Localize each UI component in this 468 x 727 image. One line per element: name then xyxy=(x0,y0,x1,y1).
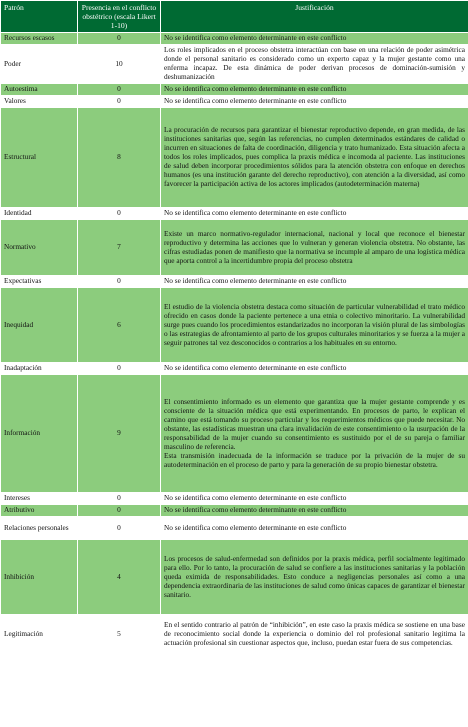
table-row xyxy=(1,540,468,615)
pattern-name: Información xyxy=(1,375,78,493)
justification-cell xyxy=(161,505,468,517)
justification-text: Los roles implicados en el proceso obstetra interactúan con base en una relación de poder asimétrica donde el personal sanitario es considerado como un experto capaz y la mujer gestante como una enferma incapaz. De esta dinámica de poder derivan procesos de dominación-sumisión y deshumanización xyxy=(164,45,465,82)
header-justificacion: Justificación xyxy=(161,1,468,33)
pattern-name: Inequidad xyxy=(1,288,78,363)
justification-cell xyxy=(161,45,468,84)
table-row xyxy=(1,84,468,96)
justification-cell xyxy=(161,363,468,375)
likert-score: 0 xyxy=(78,493,161,505)
table-row xyxy=(1,108,468,208)
pattern-name: Expectativas xyxy=(1,276,78,288)
likert-score: 0 xyxy=(78,276,161,288)
justification-text: La procuración de recursos para garantizar el bienestar reproductivo depende, en gran medida, de las instituciones sanitarias que, según las referencias, no cumplen determinados estándares de calidad o incurren en situaciones de falta de coordinación, diligencia y trato humanizado. Esta situación afecta a todos los roles implicados, pues complica la praxis médica e incomoda al paciente. Las instituciones de salud deben incorporar procedimientos sólidos para la atención obstetra con enfoque en derechos humanos (es una institución garante del derecho reproductivo), con atención a la diversidad, así como favorecer la participación activa de los actores implicados (autodeterminación materna) xyxy=(164,125,465,189)
pattern-name: Identidad xyxy=(1,208,78,220)
justification-text: Existe un marco normativo-regulador internacional, nacional y local que reconoce el bienestar reproductivo y determina las acciones que lo vulneran y generan violencia obstetra. No obstante, las cifras estudiadas ponen de manifiesto que la normativa se incumple al amparo de una logística médica que aporta control a la incertidumbre propia del proceso obstetra xyxy=(164,228,465,265)
justification-text: No se identifica como elemento determinante en este conflicto xyxy=(164,363,347,373)
pattern-name: Normativo xyxy=(1,220,78,276)
table-row xyxy=(1,220,468,276)
likert-score: 5 xyxy=(78,615,161,655)
table-row xyxy=(1,493,468,505)
justification-text: El estudio de la violencia obstetra destaca como situación de particular vulnerabilidad el trato médico ofrecido en casos donde la paciente pertenece a una etnia o colectivo minoritario. La vulnerabilidad surge pues cuando los procedimientos estandarizados no incorporan la visión plural de las simbologías o las estrategias de afrontamiento al parto de los grupos culturales minoritarios y se fuerza a la mujer a seguir patrones tal vez desconocidos o contrarios a los habituales en su entorno. xyxy=(164,301,465,347)
table-row xyxy=(1,96,468,108)
header-presencia: Presencia en el conflicto obstétrico (escala Likert 1-10) xyxy=(78,1,161,33)
likert-score: 0 xyxy=(78,208,161,220)
justification-text: No se identifica como elemento determinante en este conflicto xyxy=(164,493,347,503)
pattern-name: Autoestima xyxy=(1,84,78,96)
justification-text: No se identifica como elemento determinante en este conflicto xyxy=(164,276,347,286)
justification-cell xyxy=(161,276,468,288)
pattern-name: Relaciones personales xyxy=(1,517,78,540)
justification-cell xyxy=(161,540,468,615)
justification-text: No se identifica como elemento determinante en este conflicto xyxy=(164,505,347,515)
table-row xyxy=(1,363,468,375)
likert-score: 10 xyxy=(78,45,161,84)
justification-cell xyxy=(161,493,468,505)
pattern-name: Legitimación xyxy=(1,615,78,655)
justification-extra-text: Esta transmisión inadecuada de la información se traduce por la privación de la mujer de su autodeterminación en el proceso de parto y para la generación de su propio bienestar obstetra. xyxy=(164,450,465,469)
pattern-name: Estructural xyxy=(1,108,78,208)
pattern-name: Recursos escasos xyxy=(1,33,78,45)
justification-cell xyxy=(161,208,468,220)
justification-cell xyxy=(161,615,468,655)
justification-cell xyxy=(161,517,468,540)
likert-score: 0 xyxy=(78,96,161,108)
pattern-name: Intereses xyxy=(1,493,78,505)
likert-score: 8 xyxy=(78,108,161,208)
pattern-name: Atributivo xyxy=(1,505,78,517)
justification-cell xyxy=(161,220,468,276)
table-body xyxy=(1,33,468,655)
justification-cell xyxy=(161,96,468,108)
justification-text: Los procesos de salud-enfermedad son definidos por la praxis médica, perfil socialmente legitimado para ello. Por lo tanto, la procuración de salud se confiere a las instituciones sanitarias y la población queda eximida de responsabilidades. Esto conduce a negligencias personales así como a una dependencia extraordinaria de las instituciones de salud como únicas capaces de garantizar el bienestar sanitario. xyxy=(164,553,465,599)
table-row xyxy=(1,517,468,540)
pattern-name: Inadaptación xyxy=(1,363,78,375)
likert-score: 0 xyxy=(78,84,161,96)
pattern-name: Inhibición xyxy=(1,540,78,615)
justification-text: No se identifica como elemento determinante en este conflicto xyxy=(164,522,347,532)
table-row xyxy=(1,45,468,84)
table-row xyxy=(1,276,468,288)
likert-score: 0 xyxy=(78,505,161,517)
likert-score: 4 xyxy=(78,540,161,615)
justification-text: En el sentido contrario al patrón de “inhibición”, en este caso la praxis médica se sostiene en una base de reconocimiento social donde la experiencia o dominio del rol profesional sanitario legitima la actuación profesional sin cuestionar aspectos que, incluso, puedan estar fuera de sus competencias. xyxy=(164,620,465,648)
table-header xyxy=(1,1,468,33)
likert-score: 0 xyxy=(78,517,161,540)
header-patron: Patrón xyxy=(1,1,78,33)
pattern-name: Poder xyxy=(1,45,78,84)
justification-text: No se identifica como elemento determinante en este conflicto xyxy=(164,208,347,218)
justification-text: No se identifica como elemento determinante en este conflicto xyxy=(164,33,347,43)
justification-cell xyxy=(161,288,468,363)
likert-score: 6 xyxy=(78,288,161,363)
justification-cell xyxy=(161,375,468,493)
table-row xyxy=(1,208,468,220)
justification-text: No se identifica como elemento determinante en este conflicto xyxy=(164,84,347,94)
table-row xyxy=(1,505,468,517)
justification-text: El consentimiento informado es un elemento que garantiza que la mujer gestante comprende y es consciente de la situación médica que está experimentando. En procesos de parto, le explican el camino que está tomando su proceso particular y los requerimientos médicos que puede necesitar. No obstante, las estadísticas muestran una clara invalidación de este consentimiento o la usurpación de la responsabilidad de la mujer cuando su consentimiento es sustituido por el de su pareja o familiar masculino de referencia. xyxy=(164,396,465,451)
justification-cell xyxy=(161,108,468,208)
justification-cell xyxy=(161,33,468,45)
likert-score: 7 xyxy=(78,220,161,276)
pattern-name: Valores xyxy=(1,96,78,108)
justification-cell xyxy=(161,84,468,96)
table-row xyxy=(1,288,468,363)
justification-text: No se identifica como elemento determinante en este conflicto xyxy=(164,96,347,106)
likert-score: 9 xyxy=(78,375,161,493)
likert-score: 0 xyxy=(78,33,161,45)
likert-score: 0 xyxy=(78,363,161,375)
table-row xyxy=(1,33,468,45)
table-row xyxy=(1,375,468,493)
table-row xyxy=(1,615,468,655)
